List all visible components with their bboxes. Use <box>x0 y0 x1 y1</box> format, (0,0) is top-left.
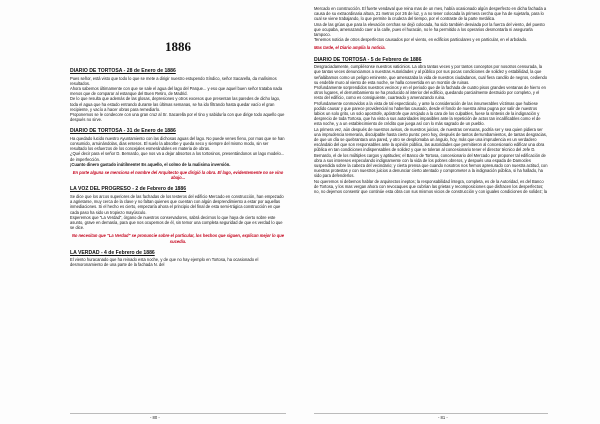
year-title: 1886 <box>165 39 191 54</box>
paragraph: Ahora sabemos últimamente con que se sale el agua del lago del Parque... y eso que aquel buen señor trataba nada menos que de comparar al estanque del Buen Retiro, de Madrid. <box>70 85 283 97</box>
paragraph: Se dice que los arcos superiores de las fachadas de los testeros del edificio Mercado en construcción, han empezado a agrietarse, muy cerca de la clave y no faltan quienes que cuentan con algún desprendimiento a estar por aquellas inmediaciones. Si el hecho es cierto, empezaría ahora el principio del final de esta semi-trágica construcción en que cada paso ha sido un tropiezo mayúsculo. <box>70 193 284 215</box>
section-heading: DIARIO DE TORTOSA - 31 de Enero de 1886 <box>70 128 176 135</box>
emphasis-paragraph: ¡Cuanto dinero gastado inútilmente! Es aquello, el colmo de la malisima inversión. <box>70 161 231 167</box>
paragraph: No queremos ni debemos hablar de arquitectos ineptos; la responsabilidad íntegra, completa, es de la Autoridad, es del Banco de Tortosa, y los mas vergan ahora con revocaques que cubrían las grietas y recomposiciones que disfracen los desperfectos; no, no dejemos consentir que continúe esta obra con sus mismos vicios de construcción y con iguales condiciones de solidez; la <box>314 178 548 194</box>
paragraph: Esperemos que "La Verdad", órgano de nuestros conservadores, sabrá decirnos lo que haya de cierto sobre este asunto, grave en demasía, para que nos ocupemos de él, sin temor una completa seguridad de que es verdad lo que se dice. <box>70 214 283 231</box>
paragraph: Desgraciadamente, cumpliéronse nuestros vaticinios. La obra tantas veces y por tantos conceptos por nosotros censurada, la que tantas veces denunciamos a nuestras Autoridades y al público por sus pocas condiciones de solidez y estabilidad, la que señalábamos como un peligro eminente, que amenazaba la vida de nuestros ciudadanos, cual fiera candilo de negros, cediendo su endeble muro al viento de esta noche, se halla convertida en un montón de ruinas. <box>314 64 548 85</box>
paragraph: La primera vez, aún después de nuestros avisos, de nuestros juicios, de nuestras censuras, podría ser y sea quien pidiera ser una imprudencia temeraria, disculpable hasta cierto punto: pero hoy, después de tantos derrumbamientos, de tantas desgracias, de que un día se quebrantara una pared, y otro se desplomaba un ángulo, hoy, más que una imprudencia es un verdadero escándalo del que son responsables ante la opinión pública, las autoridades que permitieron al concesionario edificar una obra pública en tan condiciones indispensables de solidez y que se toleran al concesionario tener el director técnico del Jefe D. Bernardo, el de los múltiples cargos y aptitudes; el Banco de Tortosa, concesionario del Mercado por proponer tal edificación de obra a sus intereses especulando indignamente con la vida de los pobres obreros, y después una espada de Damocles suspendida sobre la cabeza del vecindario; y cierta prensa que cuando nosotros nos hemos apresurado con nuestra actitud, con nuestras protestas y con nuestros juicios a denunciar cierto atentado y comprometer a la indignación pública, si ha hallado, ha sido para defenderlos. <box>314 126 548 179</box>
paragraph: Proponemos se le condecore con una gran cruz al Sr. Sacarella por el tino y sabiduría con que dirige todo aquello que después no sirve. <box>70 111 285 123</box>
paragraph: Tenemos noticia de otros desperfectos causados por el viento, en edificios particulares y en particular, en el arbolado. <box>314 37 528 43</box>
editor-note: Mas tarde, el Diario amplia la noticia. <box>314 45 386 51</box>
paragraph: Profundamente conmovidos a la vista de tal espectáculo, y ante la consideración de las innumerables víctimas que hubiese podido causar y que parece providencial no haberlas causado, desde el fondo de nuestra alma pugna por salir de nuestros labios un solo grito, un solo apostrofe, apóstrofe que arrojado a la cara de los culpables, fuese la síntesis de la indignación y desprecio de toda Tortosa, que ha visto a sus autoridades impasibles ante la repetición de actos tan incalificables como el de esta noche, y a un establecimiento de crédito que juega así con lo más sagrado de un pueblo. <box>314 100 541 127</box>
paragraph: Una de las grúas que para la elevación cerchas se dejó colocada, ha sido también desviada por la fuerza del viento, del puesto que ocupaba, amenazando caer a la calle, pues el huracán, no le ha permitido a los operarios desmontarla ni asegurarla tampoco. <box>314 21 545 38</box>
paragraph: Mercado en construcción. El fuerte vendaval que reina mas de un mes, había ocasionado algún desperfecto en dicha fachada a causa de su extraordinaria altura, 21 metros por 26 de luz, y a no tener colocada la primera cercha que ha de sujetarla, para lo cual se viene trabajando, lo que permite la crudeza del tiempo, por el contraste de la parte metálica. <box>314 6 547 22</box>
paragraph: El viento huracanado que ha reinado esta noche, y de que no hay ejemplo en Tortosa, ha ocasionado el desmoronamiento de una parte de la fachada N. del <box>70 257 259 268</box>
section-heading: LA VOZ DEL PROGRESO - 2 de Febrero de 1886 <box>70 186 187 193</box>
paragraph: Profundamente sorprendidos nuestros vecinos y en el periodo que de la fachada de cuatro pisos grandes ventanas de hierro en otros lugares, el derrumbamiento se ha producido al interior del edificio, quedando parcialmente destruido por completo, y el resto del edificio, como es consiguiente, cuarteado y amenazando ruina. <box>314 84 546 101</box>
editor-note: No necesitan que "La Verdad" se pronuncie sobre el particular, los hechos que siguen, explican mejor lo que sucedía. <box>71 233 285 244</box>
section-heading: DIARIO DE TORTOSA - 5 de Febrero de 1886 <box>314 56 422 63</box>
section-heading: DIARIO DE TORTOSA - 28 de Enero de 1886 <box>70 68 176 74</box>
footer-rule <box>314 413 548 414</box>
footer-rule <box>70 413 286 414</box>
editor-note: En parte alguna se menciona el nombre del Arquitecto que dirigió la obra. El lago, evidentemente no se vino abajo... <box>72 170 284 181</box>
page-number: - 81 - <box>438 415 448 420</box>
paragraph: Pues señor, está visto que todo lo que se mete a dirigir nuestro estupendo Síndico, señor Sacarella, da malísimos resultados. <box>70 75 277 86</box>
paragraph: De lo que resulta que además de las glosas, depresiones y otros excesos que presentan las paredes de dicho lago, toda el agua que ha estado entrando durante las últimas semanas, se ha ido filtrando hasta quedar vacío el gran recipiente, y vacío a hacer obras para remediarlo. <box>70 96 281 112</box>
paragraph: Ha quedado lucido nuestro Ayuntamiento con las dichosas aguas del lago. No puede venes fieno, por mas que se han consumido, arruinándolas, dias enteros. El suelo la absorbe y queda seco y siempre del mismo modo, sin ser resultado los esfuerzos de los concejales esmerándoles en materia de obras. <box>70 135 285 152</box>
section-heading: LA VERDAD - 4 de Febrero de 1886 <box>70 249 155 256</box>
page-number: - 80 - <box>150 415 160 420</box>
paragraph: ¿Qué decir para el señor D. Bernardo, que nos va a dejar absortos a los tortosinos, presentándonos un lago modelo... de imperfección. <box>70 151 285 162</box>
right-page <box>300 0 600 424</box>
